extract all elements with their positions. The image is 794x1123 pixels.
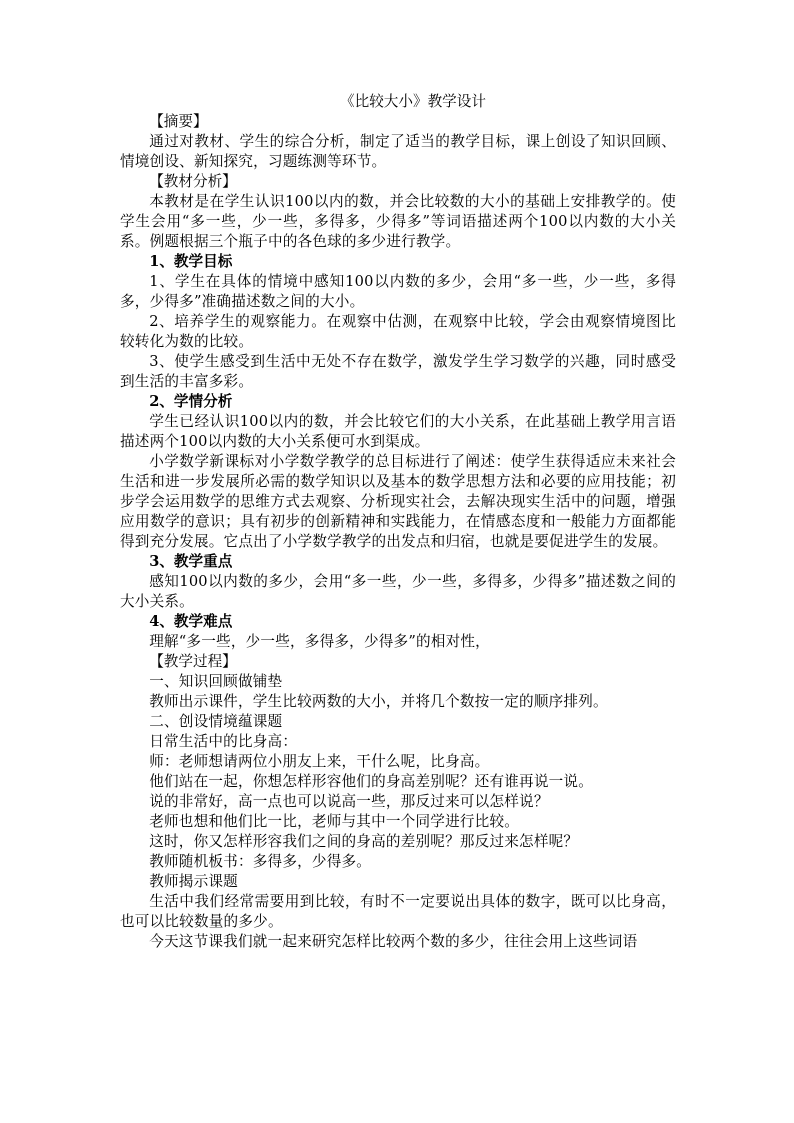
paragraph: 说的非常好，高一点也可以说高一些，那反过来可以怎样说？ [149, 793, 549, 810]
section-heading: 4、教学难点 [149, 613, 233, 630]
paragraph: 3、使学生感受到生活中无处不存在数学，激发学生学习数学的兴趣，同时感受到生活的丰富多彩。 [120, 353, 676, 390]
paragraph: 教师出示课件，学生比较两数的大小，并将几个数按一定的顺序排列。 [149, 693, 608, 710]
document-page [120, 92, 676, 952]
paragraph: 今天这节课我们就一起来研究怎样比较两个数的多少，往往会用上这些词语 [149, 933, 638, 950]
paragraph: 日常生活中的比身高： [149, 733, 298, 750]
paragraph: 理解“多一些，少一些，多得多，少得多”的相对性， [149, 633, 490, 650]
paragraph: 教师随机板书：多得多，少得多。 [149, 853, 372, 870]
section-heading: 【教学过程】 [149, 653, 237, 670]
paragraph: 老师也想和他们比一比，老师与其中一个同学进行比较。 [149, 813, 520, 830]
paragraph: 2、培养学生的观察能力。在观察中估测，在观察中比较，学会由观察情境图比较转化为数的比较。 [120, 313, 676, 350]
section-heading: 【教材分析】 [149, 173, 237, 190]
document-title: 《比较大小》教学设计 [340, 93, 486, 110]
document-body [120, 112, 676, 952]
paragraph: 本教材是在学生认识100以内的数，并会比较数的大小的基础上安排教学的。使学生会用“多一些，少一些，多得多，少得多”等词语描述两个100以内数的大小关系。例题根据三个瓶子中的各色球的多少进行教学。 [120, 193, 676, 250]
paragraph: 二、创设情境蕴课题 [149, 713, 283, 730]
paragraph: 这时，你又怎样形容我们之间的身高的差别呢？那反过来怎样呢？ [149, 833, 579, 850]
paragraph: 1、学生在具体的情境中感知100以内数的多少，会用“多一些，少一些，多得多，少得多”准确描述数之间的大小。 [120, 273, 676, 310]
paragraph: 他们站在一起，你想怎样形容他们的身高差别呢？还有谁再说一说。 [149, 773, 594, 790]
paragraph: 感知100以内数的多少，会用“多一些，少一些，多得多，少得多”描述数之间的大小关系。 [120, 573, 676, 610]
paragraph: 师：老师想请两位小朋友上来，干什么呢，比身高。 [149, 753, 490, 770]
paragraph: 学生已经认识100以内的数，并会比较它们的大小关系，在此基础上教学用言语描述两个100以内数的大小关系便可水到渠成。 [120, 413, 676, 450]
section-heading: 1、教学目标 [149, 253, 233, 270]
section-heading: 2、学情分析 [149, 393, 233, 410]
section-heading: 3、教学重点 [149, 553, 233, 570]
paragraph: 生活中我们经常需要用到比较，有时不一定要说出具体的数字，既可以比身高，也可以比较数量的多少。 [120, 893, 676, 930]
paragraph: 教师揭示课题 [149, 873, 238, 890]
paragraph: 通过对教材、学生的综合分析，制定了适当的教学目标，课上创设了知识回顾、情境创设、新知探究，习题练测等环节。 [120, 133, 676, 170]
section-heading: 【摘要】 [149, 113, 208, 130]
paragraph: 一、知识回顾做铺垫 [149, 673, 283, 690]
paragraph: 小学数学新课标对小学数学教学的总目标进行了阐述：使学生获得适应未来社会生活和进一步发展所必需的数学知识以及基本的数学思想方法和必要的应用技能；初步学会运用数学的思维方式去观察、分析现实社会，去解决现实生活中的问题，增强应用数学的意识；具有初步的创新精神和实践能力，在情感态度和一般能力方面都能得到充分发展。它点出了小学数学教学的出发点和归宿，也就是要促进学生的发展。 [120, 453, 676, 550]
